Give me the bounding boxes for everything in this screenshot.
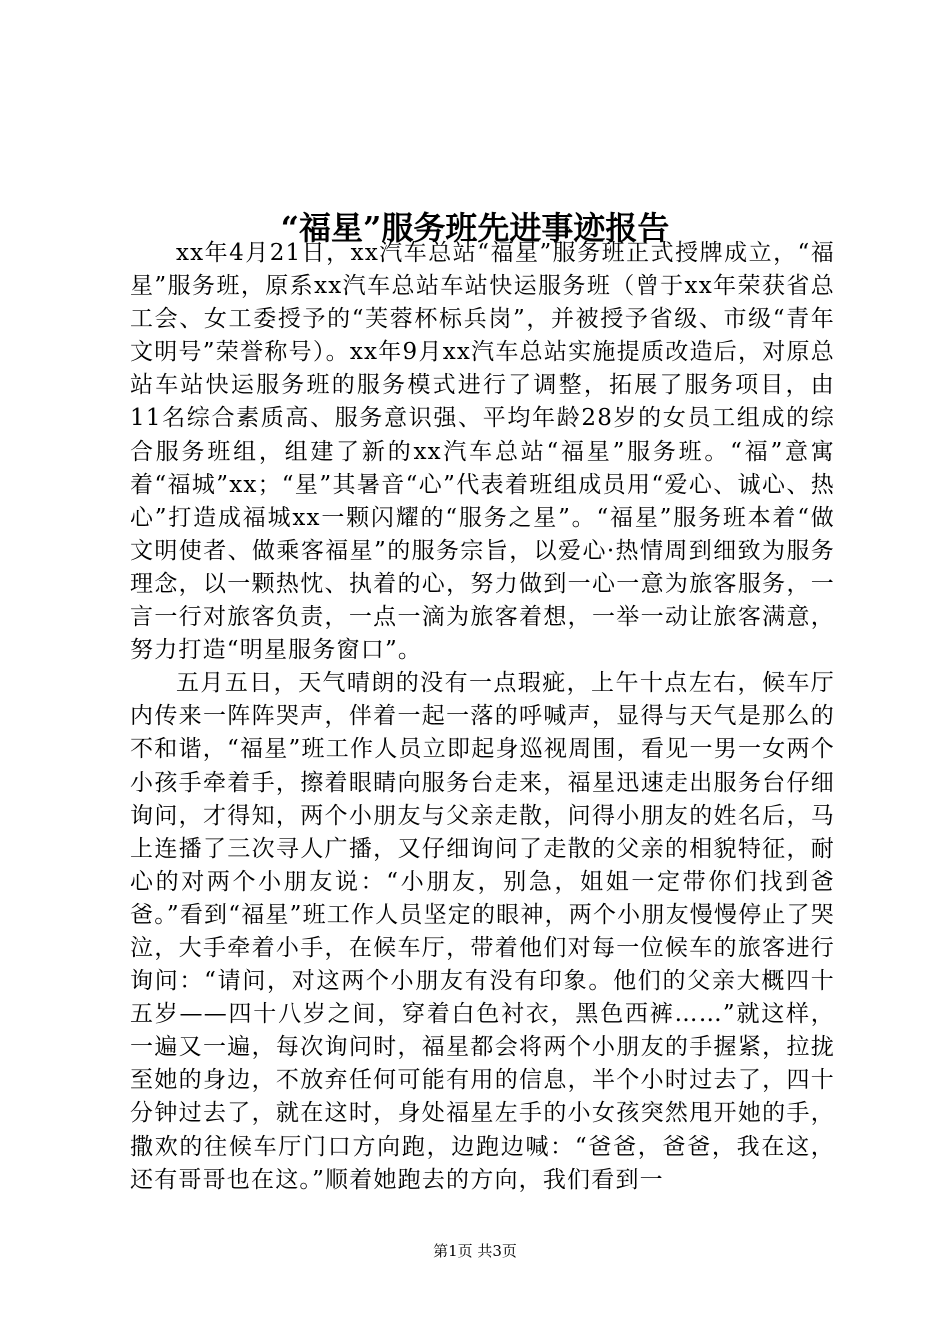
paragraph-intro: xx年4月21日，xx汽车总站“福星”服务班正式授牌成立，“福星”服务班，原系xx汽车总站车站快运服务班（曾于xx年荣获省总工会、女工委授予的“芙蓉杯标兵岗”，并被授予省级、市级“青年文明号”荣誉称号）。xx年9月xx汽车总站实施提质改造后，对原总站车站快运服务班的服务模式进行了调整，拓展了服务项目，由11名综合素质高、服务意识强、平均年龄28岁的女员工组成的综合服务班组，组建了新的xx汽车总站“福星”服务班。“福”意寓着“福城”xx；“星”其暑音“心”代表着班组成员用“爱心、诚心、热心”打造成福城xx一颗闪耀的“服务之星”。“福星”服务班本着“做文明使者、做乘客福星”的服务宗旨，以爱心·热情周到细致为服务理念，以一颗热忱、执着的心，努力做到一心一意为旅客服务，一言一行对旅客负责，一点一滴为旅客着想，一举一动让旅客满意，努力打造“明星服务窗口”。 (130, 240, 835, 664)
page-footer: 第1页 共3页 (433, 1242, 517, 1260)
document-title: “福星”服务班先进事迹报告 (280, 209, 670, 248)
document-body (130, 237, 835, 1197)
paragraph-story: 五月五日，天气晴朗的没有一点瑕疵，上午十点左右，候车厅内传来一阵阵哭声，伴着一起一落的呼喊声，显得与天气是那么的不和谐，“福星”班工作人员立即起身巡视周围，看见一男一女两个小孩手牵着手，擦着眼睛向服务台走来，福星迅速走出服务台仔细询问，才得知，两个小朋友与父亲走散，问得小朋友的姓名后，马上连播了三次寻人广播，又仔细询问了走散的父亲的相貌特征，耐心的对两个小朋友说：“小朋友，别急，姐姐一定带你们找到爸爸。”看到“福星”班工作人员坚定的眼神，两个小朋友慢慢停止了哭泣，大手牵着小手，在候车厅，带着他们对每一位候车的旅客进行询问：“请问，对这两个小朋友有没有印象。他们的父亲大概四十五岁——四十八岁之间，穿着白色衬衣，黑色西裤……”就这样，一遍又一遍，每次询问时，福星都会将两个小朋友的手握紧，拉拢至她的身边，不放弃任何可能有用的信息，半个小时过去了，四十分钟过去了，就在这时，身处福星左手的小女孩突然甩开她的手，撒欢的往候车厅门口方向跑，边跑边喊：“爸爸，爸爸，我在这，还有哥哥也在这。”顺着她跑去的方向，我们看到一 (130, 670, 835, 1193)
